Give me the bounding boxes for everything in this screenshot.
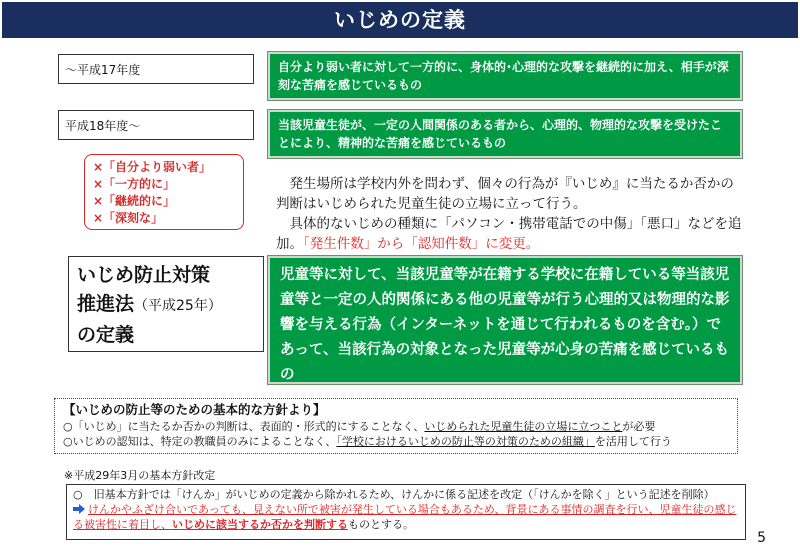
explanation-change-note: 「発生件数」から「認知件数」に変更。 bbox=[303, 236, 540, 252]
policy-item-2: ○いじめの認知は、特定の教職員のみによることなく、「学校におけるいじめの防止等の対策のための組織」を活用して行う bbox=[63, 435, 672, 448]
removed-terms-box bbox=[84, 154, 244, 230]
era-label-h18: 平成18年度～ bbox=[58, 110, 254, 140]
page-title: いじめの定義 bbox=[2, 2, 798, 38]
revision-box bbox=[66, 484, 746, 540]
removed-term: ×「自分より弱い者」 bbox=[93, 160, 212, 174]
law-year: （平成25年） bbox=[134, 298, 222, 314]
law-name-line-1: いじめ防止対策 bbox=[77, 264, 211, 286]
revision-note: ※平成29年3月の基本方針改定 bbox=[64, 469, 216, 482]
explanation-line-1: 発生場所は学校内外を問わず、個々の行為が『いじめ』に当たるか否かの判断はいじめられた児童生徒の立場に立って行う。 bbox=[276, 176, 734, 212]
page-number: 5 bbox=[757, 530, 766, 546]
law-title-box bbox=[68, 256, 264, 352]
policy-heading: 【いじめの防止等のための基本的な方針より】 bbox=[63, 402, 326, 417]
basic-policy-box bbox=[54, 398, 738, 454]
revision-line-1: ○ 旧基本方針では「けんか」がいじめの定義から除かれるため、けんかに係る記述を改定（「けんかを除く」という記述を削除） bbox=[73, 488, 715, 501]
law-suffix: の定義 bbox=[77, 324, 135, 346]
law-definition: 児童等に対して、当該児童等が在籍する学校に在籍している等当該児童等と一定の人的関係にある他の児童等が行う心理的又は物理的な影響を与える行為（インターネットを通じて行われるものを含む。）であって、当該行為の対象となった児童等が心身の苦痛を感じているもの bbox=[268, 256, 742, 384]
explanation-line-2: 具体的ないじめの種類に「パソコン・携帯電話での中傷」「悪口」などを追加。 bbox=[276, 216, 742, 252]
law-name-line-2: 推進法 bbox=[77, 293, 135, 315]
policy-item-1: ○「いじめ」に当たるか否かの判断は、表面的・形式的にすることなく、いじめられた児童生徒の立場に立つことが必要 bbox=[63, 420, 656, 433]
revision-line-2: けんかやふざけ合いであっても、見えない所で被害が発生している場合もあるため、背景にある事情の調査を行い、児童生徒の感じる被害性に着目し、いじめに該当するか否かを判断するものとする。 bbox=[73, 503, 737, 531]
explanation-text bbox=[276, 174, 746, 254]
arrow-right-icon bbox=[73, 504, 85, 514]
removed-term: ×「継続的に」 bbox=[93, 194, 176, 208]
definition-h18: 当該児童生徒が、一定の人間関係のある者から、心理的、物理的な攻撃を受けたことにより、精神的な苦痛を感じているもの bbox=[268, 110, 742, 158]
removed-term: ×「深刻な」 bbox=[93, 211, 164, 225]
era-label-h17: ～平成17年度 bbox=[58, 54, 254, 84]
definition-h17: 自分より弱い者に対して一方的に、身体的･心理的な攻撃を継続的に加え、相手が深刻な苦痛を感じているもの bbox=[268, 52, 742, 100]
removed-term: ×「一方的に」 bbox=[93, 177, 176, 191]
